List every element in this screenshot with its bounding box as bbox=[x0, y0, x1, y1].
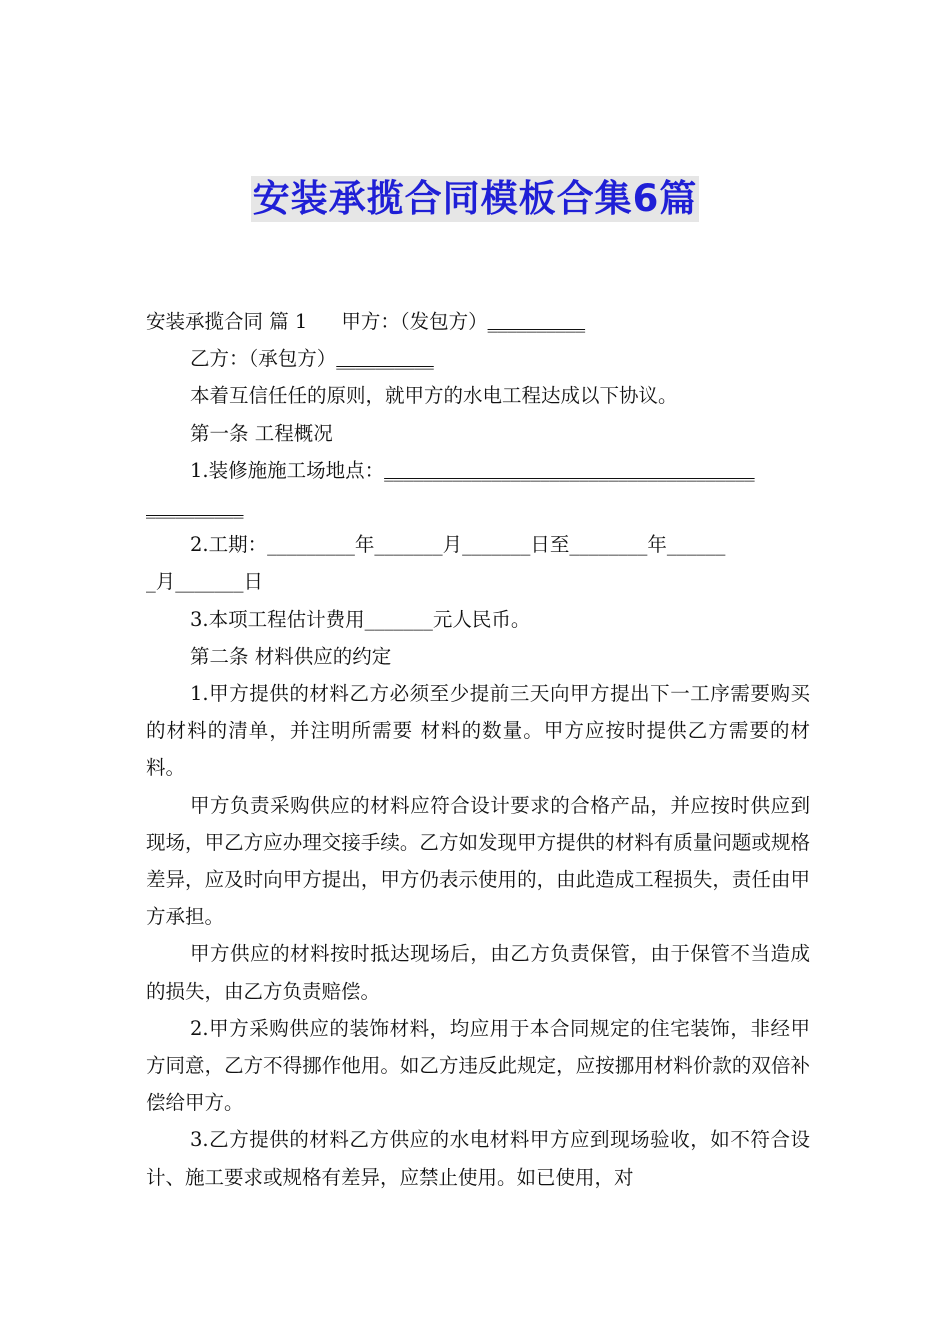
party-b-label: 乙方：（承包方） bbox=[190, 347, 337, 371]
article-2-paragraph-4: 2.甲方采购供应的装饰材料，均应用于本合同规定的住宅装饰，非经甲方同意，乙方不得挪作他用。如乙方违反此规定，应按挪用材料价款的双倍补偿给甲方。 bbox=[146, 1016, 810, 1115]
site-location-blank: ______________________________________ bbox=[384, 458, 755, 482]
site-location-blank-cont: __________ bbox=[146, 496, 244, 520]
party-a-label: 甲方：（发包方） bbox=[341, 310, 488, 333]
article-2-paragraph-3: 甲方供应的材料按时抵达现场后，由乙方负责保管，由于保管不当造成的损失，由乙方负责赔偿。 bbox=[146, 942, 810, 1003]
party-a-blank: __________ bbox=[487, 310, 586, 333]
header-line-party-a bbox=[146, 303, 810, 340]
article-1-item-2: 2.工期：_________年_______月_______日至________年______ bbox=[190, 533, 726, 557]
article-2-heading: 第二条 材料供应的约定 bbox=[190, 644, 392, 668]
article-1-item-1-cont bbox=[146, 489, 810, 526]
party-b-blank: __________ bbox=[336, 347, 434, 371]
article-2-paragraph-1: 1.甲方提供的材料乙方必须至少提前三天向甲方提出下一工序需要购买的材料的清单，并注明所需要 材料的数量。甲方应按时提供乙方需要的材料。 bbox=[146, 682, 810, 780]
article-2-paragraph-2: 甲方负责采购供应的材料应符合设计要求的合格产品，并应按时供应到现场，甲乙方应办理交接手续。乙方如发现甲方提供的材料有质量问题或规格差异，应及时向甲方提出，甲方仍表示使用的，由此造成工程损失，责任由甲方承担。 bbox=[146, 793, 810, 929]
intro-paragraph: 本着互信任任的原则，就甲方的水电工程达成以下协议。 bbox=[190, 384, 678, 408]
article-1-item-3: 3.本项工程估计费用_______元人民币。 bbox=[190, 607, 531, 631]
article-2-paragraph-5: 3.乙方提供的材料乙方供应的水电材料甲方应到现场验收，如不符合设计、施工要求或规格有差异，应禁止使用。如已使用，对 bbox=[146, 1128, 810, 1189]
site-location-label: 1.装修施施工场地点： bbox=[190, 458, 385, 482]
document-body bbox=[146, 303, 810, 1196]
article-1-heading: 第一条 工程概况 bbox=[190, 421, 333, 445]
contract-subtitle: 安装承揽合同 篇 1 bbox=[146, 310, 308, 333]
header-line-party-b bbox=[146, 340, 810, 377]
article-1-item-2-cont: _月_______日 bbox=[146, 570, 264, 594]
article-1-item-1 bbox=[146, 452, 810, 489]
title-container bbox=[0, 176, 950, 222]
document-title: 安装承揽合同模板合集6篇 bbox=[252, 177, 698, 220]
